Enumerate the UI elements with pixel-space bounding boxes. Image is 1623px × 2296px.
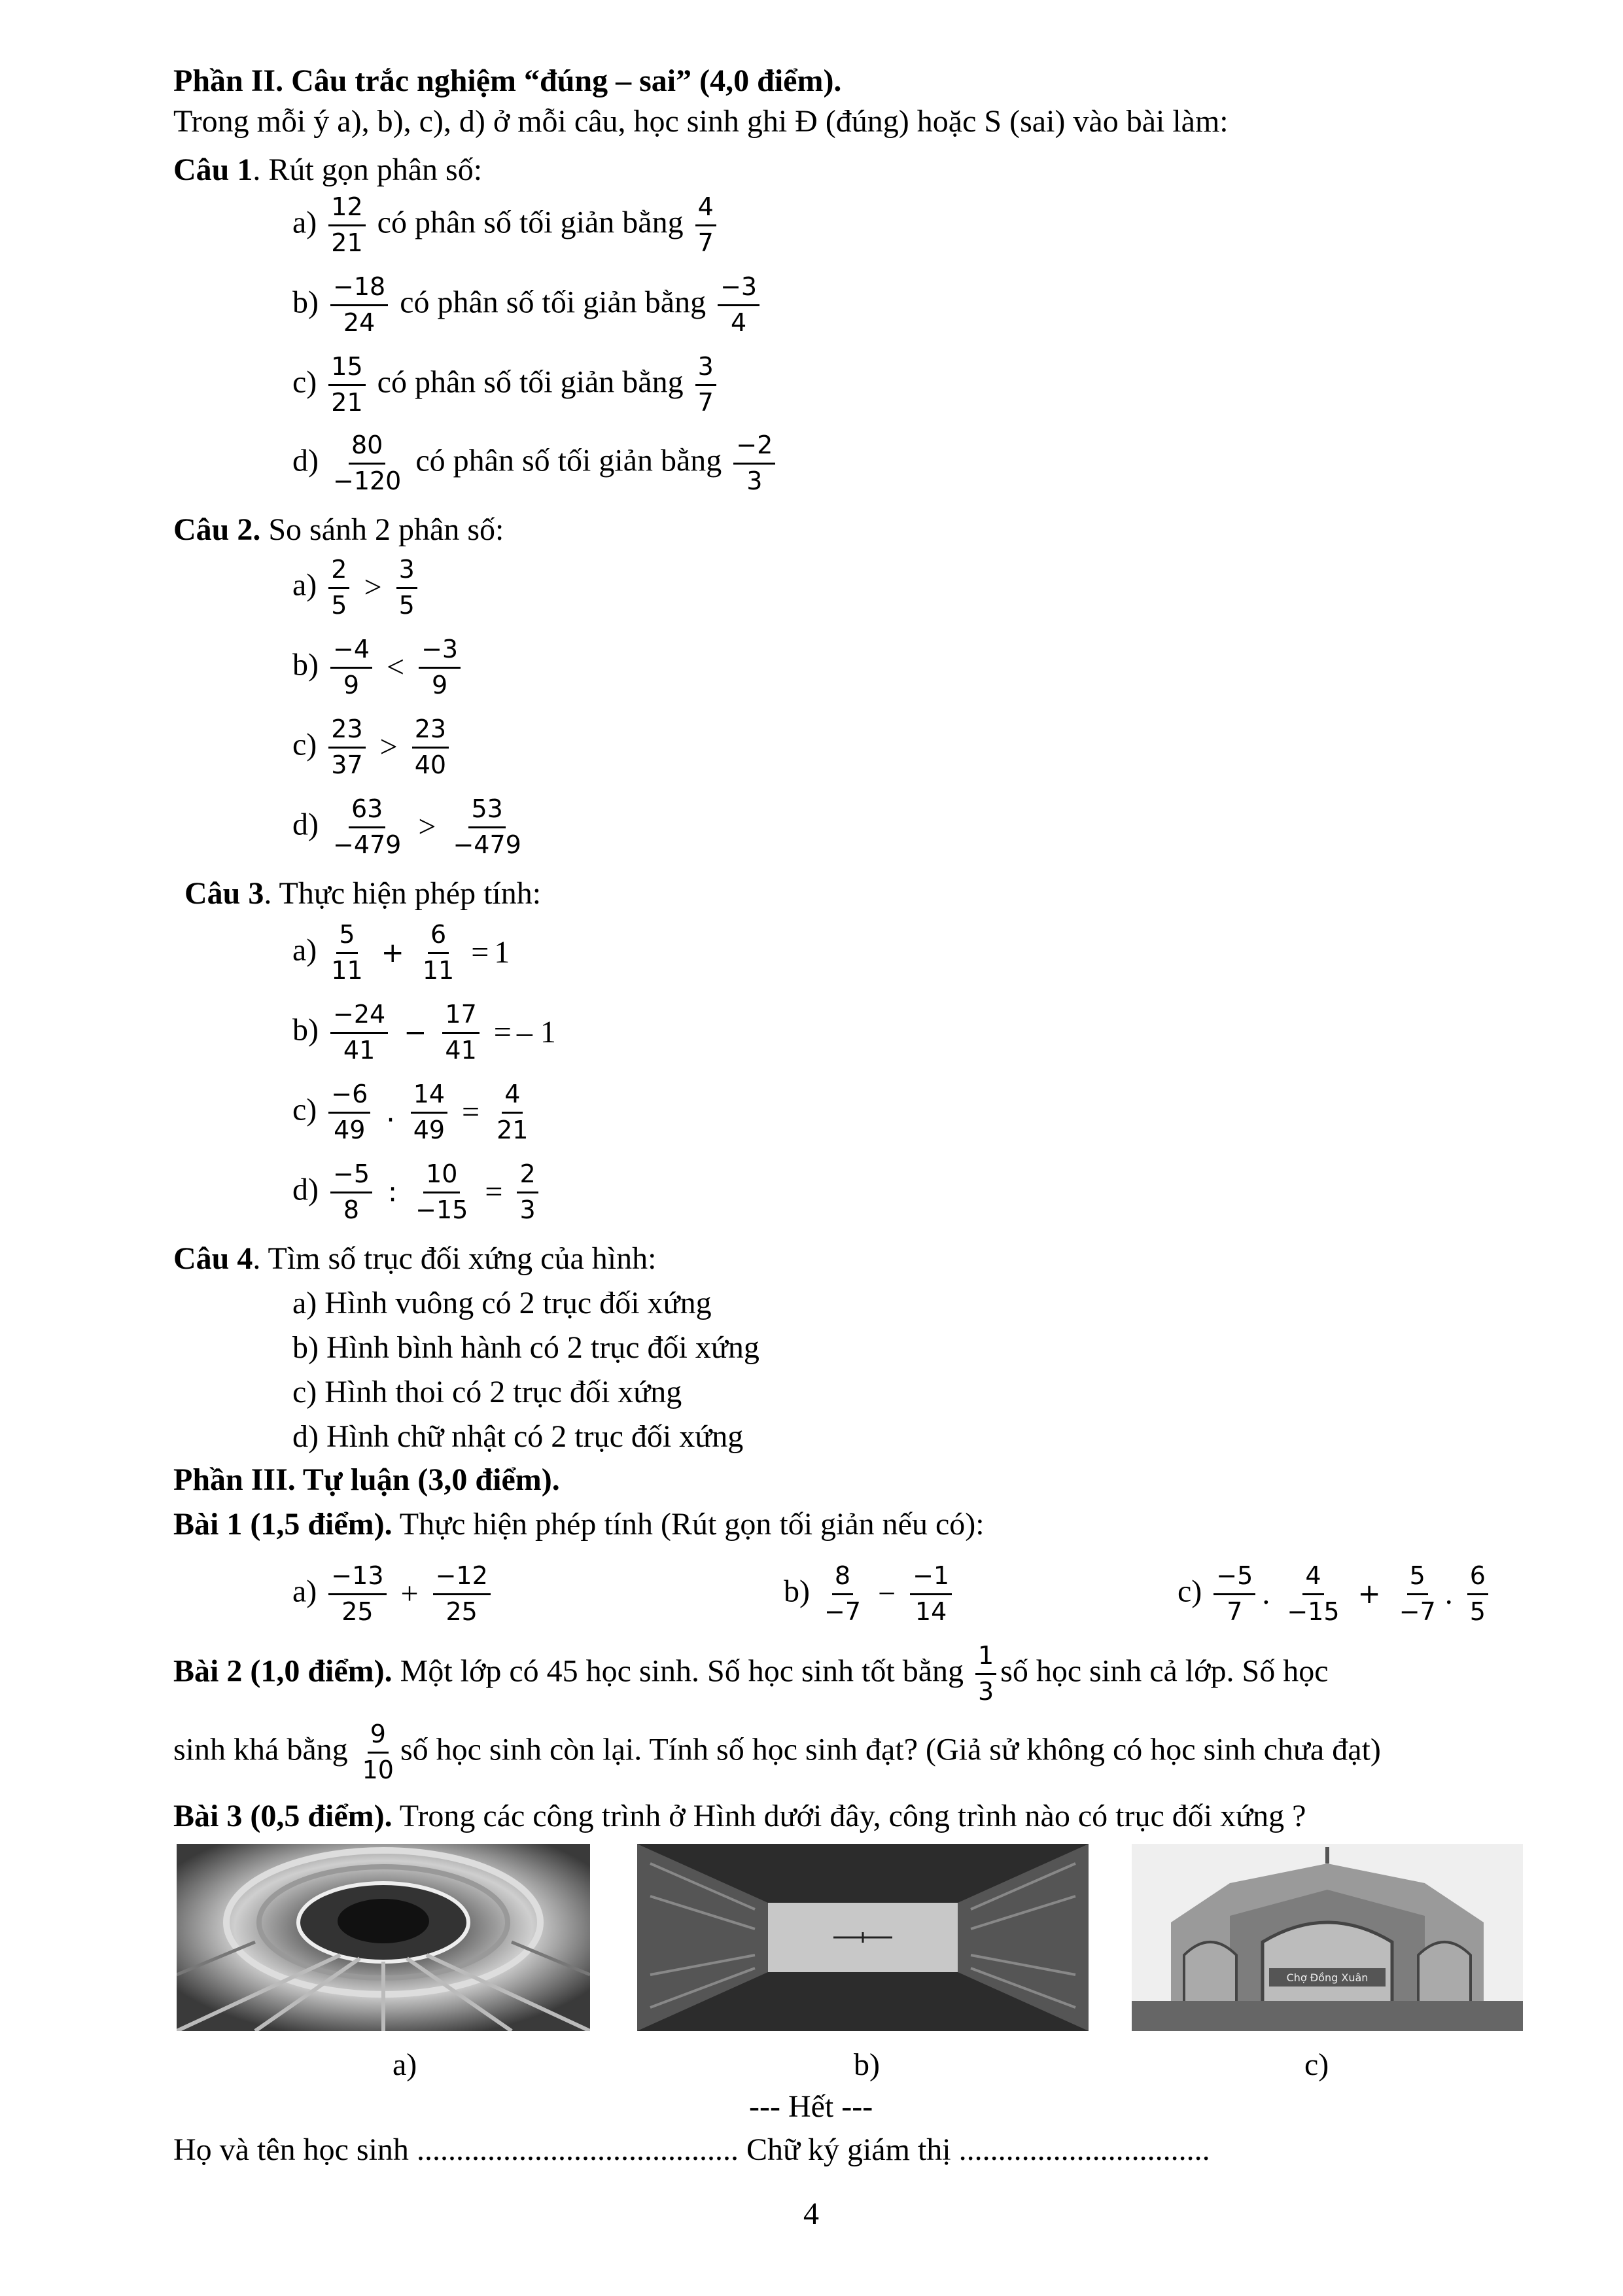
part2-title: Phần II. Câu trắc nghiệm “đúng – sai” (4,0 điểm).: [173, 63, 842, 98]
student-name-label: Họ và tên học sinh: [173, 2132, 409, 2167]
fraction: $\frac{-18}{24}$: [330, 274, 388, 337]
q1-item-d: d) $\frac{80}{-120}$ có phân số tối giản bằng $\frac{-2}{3}$: [292, 432, 779, 495]
part2-instruction: Trong mỗi ý a), b), c), d) ở mỗi câu, học sinh ghi Đ (đúng) hoặc S (sai) vào bài làm:: [173, 104, 1229, 139]
b2-line1: Bài 2 (1,0 điểm). Một lớp có 45 học sinh. Số học sinh tốt bằng $\frac{1}{3}$ số học sinh cả lớp. Số học: [173, 1641, 1329, 1706]
fraction: $\frac{-13}{25}$: [328, 1563, 386, 1626]
q2-item-c: c) $\frac{23}{37}$ > $\frac{23}{40}$: [292, 716, 453, 779]
fraction: $\frac{4}{21}$: [497, 1080, 529, 1144]
fraction: $\frac{23}{40}$: [412, 716, 449, 779]
b1-a: a) $\frac{-13}{25}$ + $\frac{-12}{25}$: [292, 1563, 495, 1626]
q3-item-d: d) $\frac{-5}{8}$ : $\frac{10}{-15}$ = $\frac{2}{3}$: [292, 1161, 542, 1224]
b3-heading: Bài 3 (0,5 điểm). Trong các công trình ở Hình dưới đây, công trình nào có trục đối xứng ?: [173, 1799, 1306, 1833]
fraction: $\frac{10}{-15}$: [415, 1159, 468, 1224]
q2-item-b: b) $\frac{-4}{9}$ < $\frac{-3}{9}$: [292, 636, 464, 699]
fraction: $\frac{1}{3}$: [975, 1642, 996, 1706]
b1-c: c) $\frac{-5}{7}$ . $\frac{4}{-15}$ + $\frac{5}{-7}$ . $\frac{6}{5}$: [1178, 1563, 1492, 1626]
fraction: $\frac{6}{5}$: [1467, 1563, 1488, 1626]
fraction: $\frac{-12}{25}$: [433, 1563, 491, 1626]
photo-b-buildings: [637, 1844, 1089, 2031]
fraction: $\frac{3}{5}$: [396, 556, 417, 620]
fraction: $\frac{-4}{9}$: [330, 636, 372, 699]
fraction: $\frac{8}{-7}$: [824, 1561, 862, 1626]
fraction: $\frac{9}{10}$: [362, 1720, 394, 1784]
student-name-field: .........................................: [416, 2132, 739, 2167]
fraction: $\frac{14}{49}$: [411, 1081, 447, 1144]
part3-title: Phần III. Tự luận (3,0 điểm).: [173, 1462, 560, 1497]
fraction: $\frac{6}{11}$: [422, 920, 455, 985]
q4-heading: Câu 4. Tìm số trục đối xứng của hình:: [173, 1241, 657, 1276]
market-sign: Chợ Đồng Xuân: [1286, 1971, 1369, 1984]
invigilator-signature-label: Chữ ký giám thị: [746, 2132, 951, 2167]
fraction: $\frac{-3}{9}$: [419, 636, 461, 699]
fraction: $\frac{-1}{14}$: [910, 1563, 952, 1626]
fraction: $\frac{4}{7}$: [695, 194, 716, 257]
b2-line2: sinh khá bằng $\frac{9}{10}$ số học sinh còn lại. Tính số học sinh đạt? (Giả sử không có học sinh chưa đạt): [173, 1720, 1381, 1784]
fraction: $\frac{-3}{4}$: [718, 274, 759, 337]
fraction: $\frac{53}{-479}$: [453, 794, 521, 859]
fraction: $\frac{17}{41}$: [442, 1001, 479, 1065]
photo-c-market: [1132, 1844, 1523, 2031]
invigilator-signature-field: ................................: [958, 2132, 1210, 2167]
fraction: $\frac{-5}{8}$: [330, 1161, 372, 1224]
caption-c: c): [1304, 2047, 1329, 2082]
q2-heading: Câu 2. So sánh 2 phân số:: [173, 512, 504, 547]
q1-item-b: b) $\frac{-18}{24}$ có phân số tối giản bằng $\frac{-3}{4}$: [292, 274, 763, 337]
fraction: $\frac{23}{37}$: [328, 716, 365, 779]
q1-heading: Câu 1. Rút gọn phân số:: [173, 152, 483, 187]
q1-item-c: c) $\frac{15}{21}$ có phân số tối giản bằng $\frac{3}{7}$: [292, 353, 720, 417]
q2-item-a: a) $\frac{2}{5}$ > $\frac{3}{5}$: [292, 556, 421, 620]
q4-item-a: a) Hình vuông có 2 trục đối xứng: [292, 1286, 712, 1320]
q3-item-b: b) $\frac{-24}{41}$ − $\frac{17}{41}$ = – 1: [292, 1000, 556, 1065]
q1-item-a: a) $\frac{12}{21}$ có phân số tối giản bằng $\frac{4}{7}$: [292, 194, 720, 257]
b1-b: b) $\frac{8}{-7}$ − $\frac{-1}{14}$: [784, 1563, 956, 1626]
fraction: $\frac{2}{3}$: [517, 1161, 538, 1224]
caption-a: a): [393, 2047, 417, 2082]
q4-item-d: d) Hình chữ nhật có 2 trục đối xứng: [292, 1419, 744, 1454]
q4-item-c: c) Hình thoi có 2 trục đối xứng: [292, 1375, 682, 1409]
fraction: $\frac{5}{-7}$: [1399, 1561, 1436, 1626]
fraction: $\frac{3}{7}$: [695, 353, 716, 417]
fraction: $\frac{-6}{49}$: [328, 1081, 370, 1144]
fraction: $\frac{-24}{41}$: [330, 1001, 388, 1065]
caption-b: b): [854, 2047, 880, 2082]
fraction: $\frac{-2}{3}$: [733, 432, 775, 495]
fraction: $\frac{63}{-479}$: [332, 794, 402, 859]
fraction: $\frac{5}{11}$: [331, 920, 363, 985]
q4-item-b: b) Hình bình hành có 2 trục đối xứng: [292, 1330, 759, 1365]
q3-item-c: c) $\frac{-6}{49}$ . $\frac{14}{49}$ = $\frac{4}{21}$: [292, 1081, 534, 1144]
end-marker: --- Hết ---: [749, 2089, 873, 2124]
fraction: $\frac{15}{21}$: [328, 353, 365, 417]
fraction: $\frac{2}{5}$: [328, 556, 349, 620]
fraction: $\frac{80}{-120}$: [332, 431, 402, 495]
photo-a-staircase: [177, 1844, 590, 2031]
fraction: $\frac{12}{21}$: [328, 194, 365, 257]
q3-item-a: a) $\frac{5}{11}$ + $\frac{6}{11}$ = 1: [292, 920, 510, 985]
q3-heading: Câu 3. Thực hiện phép tính:: [184, 876, 542, 911]
fraction: $\frac{-5}{7}$: [1213, 1563, 1255, 1626]
fraction: $\frac{4}{-15}$: [1287, 1561, 1340, 1626]
b1-heading: Bài 1 (1,5 điểm). Thực hiện phép tính (Rút gọn tối giản nếu có):: [173, 1507, 985, 1542]
q2-item-d: d) $\frac{63}{-479}$ > $\frac{53}{-479}$: [292, 796, 528, 859]
footer-line: [173, 2134, 1210, 2166]
page-number: 4: [803, 2197, 819, 2231]
